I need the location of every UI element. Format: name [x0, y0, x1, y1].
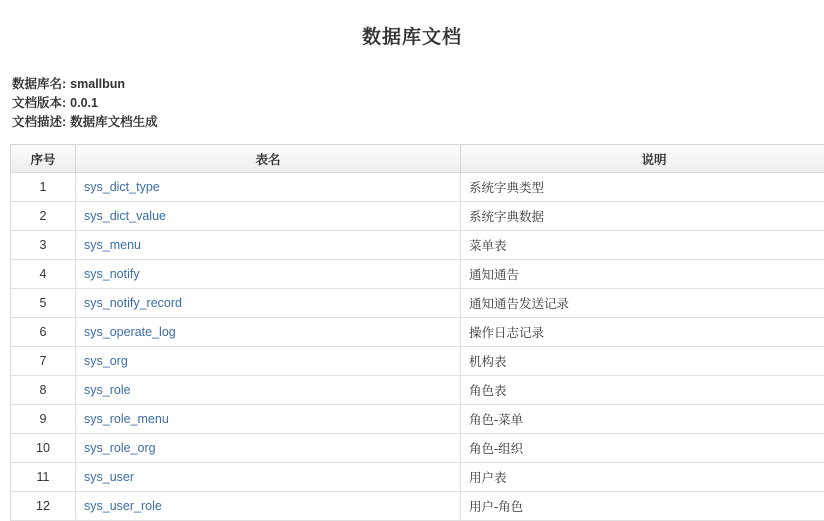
- cell-index: 2: [11, 202, 76, 231]
- cell-description: 系统字典数据: [461, 202, 824, 231]
- cell-table-name[interactable]: [76, 405, 461, 434]
- table-header: [11, 145, 824, 173]
- table-row: [11, 289, 824, 318]
- table-row: [11, 434, 824, 463]
- cell-description: 角色-组织: [461, 434, 824, 463]
- column-header-index: 序号: [11, 145, 76, 173]
- cell-description: 角色-菜单: [461, 405, 824, 434]
- column-header-description: 说明: [461, 145, 824, 173]
- cell-description: 通知通告: [461, 260, 824, 289]
- cell-table-name[interactable]: [76, 318, 461, 347]
- meta-row-doc-version: [12, 94, 814, 113]
- cell-index: 5: [11, 289, 76, 318]
- cell-table-name[interactable]: [76, 463, 461, 492]
- meta-label-database-name: 数据库名:: [12, 75, 66, 94]
- meta-row-doc-description: [12, 113, 814, 132]
- cell-table-name[interactable]: [76, 434, 461, 463]
- table-name-link[interactable]: sys_dict_type: [84, 180, 160, 194]
- table-row: [11, 173, 824, 202]
- cell-table-name[interactable]: [76, 492, 461, 521]
- cell-index: 11: [11, 463, 76, 492]
- cell-description: 操作日志记录: [461, 318, 824, 347]
- table-row: [11, 347, 824, 376]
- meta-value-database-name: smallbun: [70, 75, 125, 94]
- cell-index: 1: [11, 173, 76, 202]
- cell-table-name[interactable]: [76, 289, 461, 318]
- table-name-link[interactable]: sys_operate_log: [84, 325, 176, 339]
- cell-index: 12: [11, 492, 76, 521]
- table-row: [11, 376, 824, 405]
- table-row: [11, 405, 824, 434]
- page-title: 数据库文档: [10, 22, 814, 49]
- cell-description: 角色表: [461, 376, 824, 405]
- table-body: [11, 173, 824, 521]
- meta-row-database-name: [12, 75, 814, 94]
- table-name-link[interactable]: sys_notify_record: [84, 296, 182, 310]
- meta-value-doc-description: 数据库文档生成: [70, 113, 158, 132]
- tables-list-table: [10, 144, 824, 521]
- table-name-link[interactable]: sys_user_role: [84, 499, 162, 513]
- table-name-link[interactable]: sys_notify: [84, 267, 140, 281]
- cell-description: 菜单表: [461, 231, 824, 260]
- table-name-link[interactable]: sys_role_org: [84, 441, 156, 455]
- table-name-link[interactable]: sys_user: [84, 470, 134, 484]
- cell-description: 用户表: [461, 463, 824, 492]
- cell-index: 4: [11, 260, 76, 289]
- cell-description: 用户-角色: [461, 492, 824, 521]
- table-row: [11, 318, 824, 347]
- table-header-row: [11, 145, 824, 173]
- cell-description: 机构表: [461, 347, 824, 376]
- column-header-table-name: 表名: [76, 145, 461, 173]
- cell-description: 系统字典类型: [461, 173, 824, 202]
- cell-description: 通知通告发送记录: [461, 289, 824, 318]
- cell-index: 10: [11, 434, 76, 463]
- table-name-link[interactable]: sys_org: [84, 354, 128, 368]
- cell-table-name[interactable]: [76, 376, 461, 405]
- cell-table-name[interactable]: [76, 231, 461, 260]
- cell-index: 7: [11, 347, 76, 376]
- cell-index: 3: [11, 231, 76, 260]
- meta-label-doc-description: 文档描述:: [12, 113, 66, 132]
- document-meta: [10, 75, 814, 132]
- table-row: [11, 260, 824, 289]
- cell-index: 6: [11, 318, 76, 347]
- meta-label-doc-version: 文档版本:: [12, 94, 66, 113]
- cell-table-name[interactable]: [76, 173, 461, 202]
- table-name-link[interactable]: sys_role: [84, 383, 131, 397]
- table-name-link[interactable]: sys_dict_value: [84, 209, 166, 223]
- table-row: [11, 202, 824, 231]
- table-row: [11, 231, 824, 260]
- table-row: [11, 492, 824, 521]
- table-name-link[interactable]: sys_menu: [84, 238, 141, 252]
- cell-table-name[interactable]: [76, 260, 461, 289]
- cell-index: 9: [11, 405, 76, 434]
- table-row: [11, 463, 824, 492]
- table-name-link[interactable]: sys_role_menu: [84, 412, 169, 426]
- cell-table-name[interactable]: [76, 202, 461, 231]
- cell-table-name[interactable]: [76, 347, 461, 376]
- document-page: [0, 22, 824, 521]
- cell-index: 8: [11, 376, 76, 405]
- meta-value-doc-version: 0.0.1: [70, 94, 98, 113]
